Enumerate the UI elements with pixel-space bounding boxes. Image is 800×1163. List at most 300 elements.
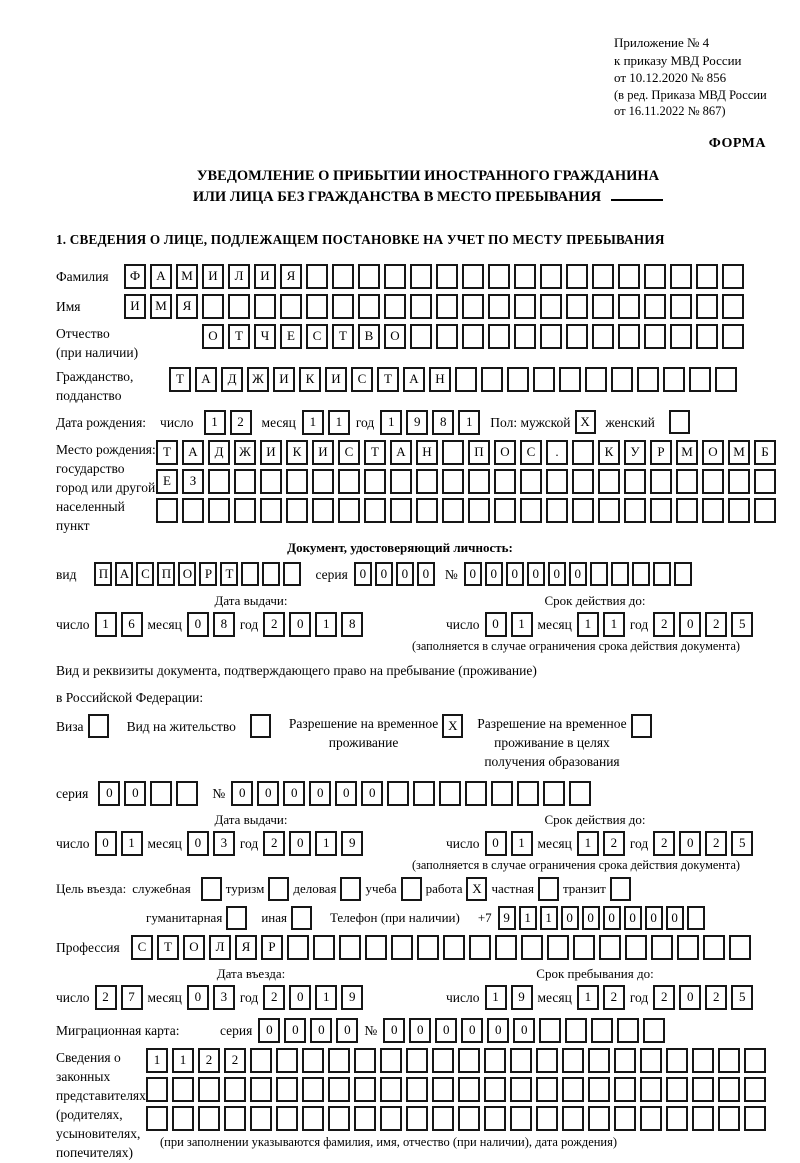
char-cell[interactable]: [696, 294, 718, 319]
char-cell[interactable]: 1: [380, 410, 402, 435]
char-cell[interactable]: 1: [458, 410, 480, 435]
char-cell[interactable]: И: [273, 367, 295, 392]
char-cell[interactable]: 0: [354, 562, 372, 586]
char-cell[interactable]: 0: [231, 781, 253, 806]
char-cell[interactable]: [624, 469, 646, 494]
char-cell[interactable]: [250, 1106, 272, 1131]
char-cell[interactable]: [744, 1077, 766, 1102]
char-cell[interactable]: [458, 1106, 480, 1131]
char-cell[interactable]: 1: [315, 612, 337, 637]
res-issue-day-cells[interactable]: [95, 831, 143, 856]
char-cell[interactable]: Ч: [254, 324, 276, 349]
char-cell[interactable]: [562, 1077, 584, 1102]
char-cell[interactable]: [312, 498, 334, 523]
char-cell[interactable]: [146, 1106, 168, 1131]
char-cell[interactable]: 2: [95, 985, 117, 1010]
char-cell[interactable]: [650, 498, 672, 523]
char-cell[interactable]: И: [312, 440, 334, 465]
char-cell[interactable]: [670, 294, 692, 319]
char-cell[interactable]: [202, 294, 224, 319]
char-cell[interactable]: [462, 324, 484, 349]
char-cell[interactable]: 2: [198, 1048, 220, 1073]
char-cell[interactable]: Т: [169, 367, 191, 392]
char-cell[interactable]: [406, 1077, 428, 1102]
res-valid-month-cells[interactable]: [577, 831, 625, 856]
char-cell[interactable]: 0: [98, 781, 120, 806]
char-cell[interactable]: [754, 469, 776, 494]
char-cell[interactable]: [569, 781, 591, 806]
char-cell[interactable]: 0: [309, 781, 331, 806]
female-checkbox[interactable]: [669, 410, 690, 434]
char-cell[interactable]: 0: [569, 562, 587, 586]
char-cell[interactable]: 1: [577, 612, 599, 637]
char-cell[interactable]: [484, 1048, 506, 1073]
entry-day-cells[interactable]: [95, 985, 143, 1010]
char-cell[interactable]: 2: [653, 612, 675, 637]
char-cell[interactable]: [260, 498, 282, 523]
char-cell[interactable]: 6: [121, 612, 143, 637]
char-cell[interactable]: [442, 469, 464, 494]
char-cell[interactable]: [599, 935, 621, 960]
char-cell[interactable]: 0: [95, 831, 117, 856]
char-cell[interactable]: 0: [485, 612, 507, 637]
char-cell[interactable]: [592, 264, 614, 289]
char-cell[interactable]: [254, 294, 276, 319]
char-cell[interactable]: И: [325, 367, 347, 392]
char-cell[interactable]: [644, 294, 666, 319]
char-cell[interactable]: 1: [603, 612, 625, 637]
char-cell[interactable]: [332, 294, 354, 319]
char-cell[interactable]: [432, 1106, 454, 1131]
char-cell[interactable]: [674, 562, 692, 586]
char-cell[interactable]: [364, 469, 386, 494]
char-cell[interactable]: 1: [146, 1048, 168, 1073]
char-cell[interactable]: И: [124, 294, 146, 319]
char-cell[interactable]: [650, 469, 672, 494]
entry-month-cells[interactable]: [187, 985, 235, 1010]
char-cell[interactable]: [228, 294, 250, 319]
char-cell[interactable]: [689, 367, 711, 392]
char-cell[interactable]: [517, 781, 539, 806]
char-cell[interactable]: 0: [409, 1018, 431, 1043]
char-cell[interactable]: [354, 1077, 376, 1102]
char-cell[interactable]: [585, 367, 607, 392]
char-cell[interactable]: [276, 1077, 298, 1102]
char-cell[interactable]: [572, 440, 594, 465]
char-cell[interactable]: 8: [213, 612, 235, 637]
stay-year-cells[interactable]: [653, 985, 753, 1010]
char-cell[interactable]: 5: [731, 985, 753, 1010]
doc-valid-day-cells[interactable]: [485, 612, 533, 637]
char-cell[interactable]: [663, 367, 685, 392]
char-cell[interactable]: [488, 294, 510, 319]
char-cell[interactable]: 0: [383, 1018, 405, 1043]
char-cell[interactable]: 0: [258, 1018, 280, 1043]
char-cell[interactable]: 1: [315, 985, 337, 1010]
char-cell[interactable]: [262, 562, 280, 586]
char-cell[interactable]: Т: [157, 935, 179, 960]
char-cell[interactable]: 0: [289, 831, 311, 856]
char-cell[interactable]: [540, 324, 562, 349]
char-cell[interactable]: [718, 1048, 740, 1073]
char-cell[interactable]: 5: [731, 831, 753, 856]
char-cell[interactable]: [722, 324, 744, 349]
char-cell[interactable]: [590, 562, 608, 586]
char-cell[interactable]: 0: [485, 562, 503, 586]
purpose-inaya-checkbox[interactable]: [291, 906, 312, 930]
char-cell[interactable]: Т: [156, 440, 178, 465]
citizenship-cells[interactable]: [169, 367, 737, 392]
char-cell[interactable]: 0: [187, 612, 209, 637]
char-cell[interactable]: И: [202, 264, 224, 289]
char-cell[interactable]: [390, 469, 412, 494]
char-cell[interactable]: [306, 264, 328, 289]
char-cell[interactable]: [417, 935, 439, 960]
char-cell[interactable]: [728, 469, 750, 494]
birth-place-row3-cells[interactable]: [156, 498, 776, 523]
char-cell[interactable]: [718, 1106, 740, 1131]
char-cell[interactable]: [328, 1077, 350, 1102]
doc-valid-year-cells[interactable]: [653, 612, 753, 637]
char-cell[interactable]: [494, 469, 516, 494]
char-cell[interactable]: [312, 469, 334, 494]
char-cell[interactable]: 1: [121, 831, 143, 856]
char-cell[interactable]: Д: [208, 440, 230, 465]
char-cell[interactable]: [588, 1048, 610, 1073]
char-cell[interactable]: [651, 935, 673, 960]
char-cell[interactable]: 0: [361, 781, 383, 806]
doc-issue-day-cells[interactable]: [95, 612, 143, 637]
char-cell[interactable]: [614, 1106, 636, 1131]
char-cell[interactable]: С: [351, 367, 373, 392]
char-cell[interactable]: [562, 1106, 584, 1131]
char-cell[interactable]: [339, 935, 361, 960]
char-cell[interactable]: И: [260, 440, 282, 465]
char-cell[interactable]: А: [390, 440, 412, 465]
char-cell[interactable]: [439, 781, 461, 806]
char-cell[interactable]: 0: [485, 831, 507, 856]
char-cell[interactable]: [692, 1048, 714, 1073]
char-cell[interactable]: [416, 498, 438, 523]
char-cell[interactable]: А: [150, 264, 172, 289]
char-cell[interactable]: [566, 264, 588, 289]
char-cell[interactable]: [406, 1106, 428, 1131]
char-cell[interactable]: [670, 324, 692, 349]
char-cell[interactable]: Д: [221, 367, 243, 392]
char-cell[interactable]: Л: [228, 264, 250, 289]
char-cell[interactable]: [416, 469, 438, 494]
char-cell[interactable]: 2: [603, 985, 625, 1010]
char-cell[interactable]: [521, 935, 543, 960]
char-cell[interactable]: 1: [577, 831, 599, 856]
purpose-rabota-checkbox[interactable]: X: [466, 877, 487, 901]
char-cell[interactable]: [520, 469, 542, 494]
char-cell[interactable]: [514, 324, 536, 349]
char-cell[interactable]: [234, 498, 256, 523]
char-cell[interactable]: М: [728, 440, 750, 465]
char-cell[interactable]: [250, 1048, 272, 1073]
char-cell[interactable]: [176, 781, 198, 806]
patronymic-cells[interactable]: [202, 324, 744, 349]
char-cell[interactable]: 8: [432, 410, 454, 435]
char-cell[interactable]: 1: [540, 906, 558, 930]
char-cell[interactable]: [436, 294, 458, 319]
char-cell[interactable]: 0: [679, 612, 701, 637]
char-cell[interactable]: [562, 1048, 584, 1073]
char-cell[interactable]: [592, 294, 614, 319]
char-cell[interactable]: В: [358, 324, 380, 349]
char-cell[interactable]: [546, 469, 568, 494]
char-cell[interactable]: [469, 935, 491, 960]
char-cell[interactable]: [598, 498, 620, 523]
char-cell[interactable]: 1: [485, 985, 507, 1010]
char-cell[interactable]: [384, 294, 406, 319]
char-cell[interactable]: 1: [172, 1048, 194, 1073]
char-cell[interactable]: О: [183, 935, 205, 960]
char-cell[interactable]: Н: [429, 367, 451, 392]
char-cell[interactable]: 0: [417, 562, 435, 586]
char-cell[interactable]: [481, 367, 503, 392]
purpose-turizm-checkbox[interactable]: [268, 877, 289, 901]
char-cell[interactable]: Е: [280, 324, 302, 349]
char-cell[interactable]: С: [338, 440, 360, 465]
char-cell[interactable]: 2: [263, 985, 285, 1010]
birth-place-row2-cells[interactable]: [156, 469, 776, 494]
char-cell[interactable]: [676, 469, 698, 494]
char-cell[interactable]: [573, 935, 595, 960]
entry-year-cells[interactable]: [263, 985, 363, 1010]
char-cell[interactable]: [380, 1048, 402, 1073]
char-cell[interactable]: [572, 498, 594, 523]
char-cell[interactable]: 2: [705, 831, 727, 856]
char-cell[interactable]: [624, 498, 646, 523]
char-cell[interactable]: [546, 498, 568, 523]
char-cell[interactable]: [287, 935, 309, 960]
char-cell[interactable]: У: [624, 440, 646, 465]
doc-valid-month-cells[interactable]: [577, 612, 625, 637]
char-cell[interactable]: Я: [176, 294, 198, 319]
char-cell[interactable]: [696, 264, 718, 289]
char-cell[interactable]: [198, 1077, 220, 1102]
char-cell[interactable]: [208, 469, 230, 494]
char-cell[interactable]: А: [115, 562, 133, 586]
char-cell[interactable]: [666, 1048, 688, 1073]
char-cell[interactable]: [484, 1077, 506, 1102]
char-cell[interactable]: 9: [341, 985, 363, 1010]
char-cell[interactable]: 9: [406, 410, 428, 435]
char-cell[interactable]: [491, 781, 513, 806]
char-cell[interactable]: 9: [511, 985, 533, 1010]
res-valid-year-cells[interactable]: [653, 831, 753, 856]
char-cell[interactable]: [468, 469, 490, 494]
char-cell[interactable]: [722, 294, 744, 319]
char-cell[interactable]: [391, 935, 413, 960]
char-cell[interactable]: К: [286, 440, 308, 465]
char-cell[interactable]: [338, 469, 360, 494]
char-cell[interactable]: 0: [527, 562, 545, 586]
char-cell[interactable]: [510, 1048, 532, 1073]
char-cell[interactable]: [260, 469, 282, 494]
char-cell[interactable]: К: [299, 367, 321, 392]
char-cell[interactable]: Я: [235, 935, 257, 960]
doc-issue-month-cells[interactable]: [187, 612, 235, 637]
char-cell[interactable]: [198, 1106, 220, 1131]
purpose-tranzit-checkbox[interactable]: [610, 877, 631, 901]
birth-year-cells[interactable]: [380, 410, 480, 435]
char-cell[interactable]: [276, 1106, 298, 1131]
representatives-row3-cells[interactable]: [146, 1106, 766, 1131]
char-cell[interactable]: 0: [396, 562, 414, 586]
char-cell[interactable]: [614, 1048, 636, 1073]
char-cell[interactable]: 0: [582, 906, 600, 930]
char-cell[interactable]: 0: [679, 831, 701, 856]
temp-residence-checkbox[interactable]: X: [442, 714, 463, 738]
char-cell[interactable]: [677, 935, 699, 960]
male-checkbox[interactable]: X: [575, 410, 596, 434]
char-cell[interactable]: [640, 1106, 662, 1131]
char-cell[interactable]: [618, 324, 640, 349]
char-cell[interactable]: [384, 264, 406, 289]
char-cell[interactable]: З: [182, 469, 204, 494]
char-cell[interactable]: П: [157, 562, 175, 586]
phone-cells[interactable]: [498, 906, 705, 930]
char-cell[interactable]: [533, 367, 555, 392]
char-cell[interactable]: 2: [705, 612, 727, 637]
char-cell[interactable]: [547, 935, 569, 960]
char-cell[interactable]: 2: [263, 831, 285, 856]
char-cell[interactable]: [436, 264, 458, 289]
char-cell[interactable]: [507, 367, 529, 392]
char-cell[interactable]: [640, 1048, 662, 1073]
char-cell[interactable]: [666, 1077, 688, 1102]
char-cell[interactable]: [488, 264, 510, 289]
char-cell[interactable]: О: [494, 440, 516, 465]
char-cell[interactable]: [588, 1106, 610, 1131]
char-cell[interactable]: [150, 781, 172, 806]
char-cell[interactable]: [510, 1077, 532, 1102]
char-cell[interactable]: [302, 1106, 324, 1131]
char-cell[interactable]: [172, 1077, 194, 1102]
birth-month-cells[interactable]: [302, 410, 350, 435]
char-cell[interactable]: М: [676, 440, 698, 465]
res-series-cells[interactable]: [98, 781, 198, 806]
doc-number-cells[interactable]: [464, 562, 692, 586]
char-cell[interactable]: 9: [341, 831, 363, 856]
char-cell[interactable]: А: [403, 367, 425, 392]
char-cell[interactable]: [536, 1048, 558, 1073]
char-cell[interactable]: 2: [263, 612, 285, 637]
char-cell[interactable]: [354, 1048, 376, 1073]
char-cell[interactable]: [328, 1048, 350, 1073]
char-cell[interactable]: [455, 367, 477, 392]
char-cell[interactable]: 5: [731, 612, 753, 637]
char-cell[interactable]: [286, 498, 308, 523]
char-cell[interactable]: [744, 1106, 766, 1131]
char-cell[interactable]: 1: [519, 906, 537, 930]
char-cell[interactable]: [380, 1077, 402, 1102]
char-cell[interactable]: [354, 1106, 376, 1131]
char-cell[interactable]: [715, 367, 737, 392]
char-cell[interactable]: [588, 1077, 610, 1102]
char-cell[interactable]: П: [468, 440, 490, 465]
char-cell[interactable]: [540, 294, 562, 319]
birth-place-row1-cells[interactable]: [156, 440, 776, 465]
char-cell[interactable]: [182, 498, 204, 523]
char-cell[interactable]: [591, 1018, 613, 1043]
char-cell[interactable]: [536, 1106, 558, 1131]
char-cell[interactable]: 7: [121, 985, 143, 1010]
char-cell[interactable]: [224, 1077, 246, 1102]
char-cell[interactable]: [302, 1048, 324, 1073]
char-cell[interactable]: А: [182, 440, 204, 465]
char-cell[interactable]: [410, 294, 432, 319]
char-cell[interactable]: [611, 367, 633, 392]
char-cell[interactable]: М: [150, 294, 172, 319]
char-cell[interactable]: Р: [650, 440, 672, 465]
char-cell[interactable]: Т: [332, 324, 354, 349]
char-cell[interactable]: [703, 935, 725, 960]
res-issue-year-cells[interactable]: [263, 831, 363, 856]
char-cell[interactable]: 0: [289, 612, 311, 637]
char-cell[interactable]: [692, 1077, 714, 1102]
char-cell[interactable]: [702, 498, 724, 523]
char-cell[interactable]: [313, 935, 335, 960]
purpose-sluzhebnaya-checkbox[interactable]: [201, 877, 222, 901]
char-cell[interactable]: Л: [209, 935, 231, 960]
char-cell[interactable]: [643, 1018, 665, 1043]
doc-issue-year-cells[interactable]: [263, 612, 363, 637]
char-cell[interactable]: 0: [257, 781, 279, 806]
char-cell[interactable]: 2: [603, 831, 625, 856]
char-cell[interactable]: [617, 1018, 639, 1043]
char-cell[interactable]: Ж: [234, 440, 256, 465]
char-cell[interactable]: Т: [377, 367, 399, 392]
char-cell[interactable]: 0: [548, 562, 566, 586]
char-cell[interactable]: 0: [187, 985, 209, 1010]
char-cell[interactable]: [640, 1077, 662, 1102]
char-cell[interactable]: [618, 264, 640, 289]
char-cell[interactable]: [696, 324, 718, 349]
char-cell[interactable]: [172, 1106, 194, 1131]
char-cell[interactable]: С: [520, 440, 542, 465]
char-cell[interactable]: [670, 264, 692, 289]
char-cell[interactable]: [637, 367, 659, 392]
char-cell[interactable]: [687, 906, 705, 930]
char-cell[interactable]: 2: [705, 985, 727, 1010]
char-cell[interactable]: [241, 562, 259, 586]
char-cell[interactable]: А: [195, 367, 217, 392]
char-cell[interactable]: С: [136, 562, 154, 586]
purpose-ucheba-checkbox[interactable]: [401, 877, 422, 901]
char-cell[interactable]: [380, 1106, 402, 1131]
char-cell[interactable]: 0: [487, 1018, 509, 1043]
char-cell[interactable]: 2: [224, 1048, 246, 1073]
char-cell[interactable]: [365, 935, 387, 960]
doc-series-cells[interactable]: [354, 562, 435, 586]
char-cell[interactable]: [644, 324, 666, 349]
char-cell[interactable]: Т: [228, 324, 250, 349]
char-cell[interactable]: 0: [464, 562, 482, 586]
char-cell[interactable]: [436, 324, 458, 349]
char-cell[interactable]: [653, 562, 671, 586]
char-cell[interactable]: [338, 498, 360, 523]
char-cell[interactable]: [632, 562, 650, 586]
temp-residence-edu-checkbox[interactable]: [631, 714, 652, 738]
char-cell[interactable]: 0: [679, 985, 701, 1010]
char-cell[interactable]: Т: [220, 562, 238, 586]
char-cell[interactable]: Е: [156, 469, 178, 494]
char-cell[interactable]: 1: [577, 985, 599, 1010]
